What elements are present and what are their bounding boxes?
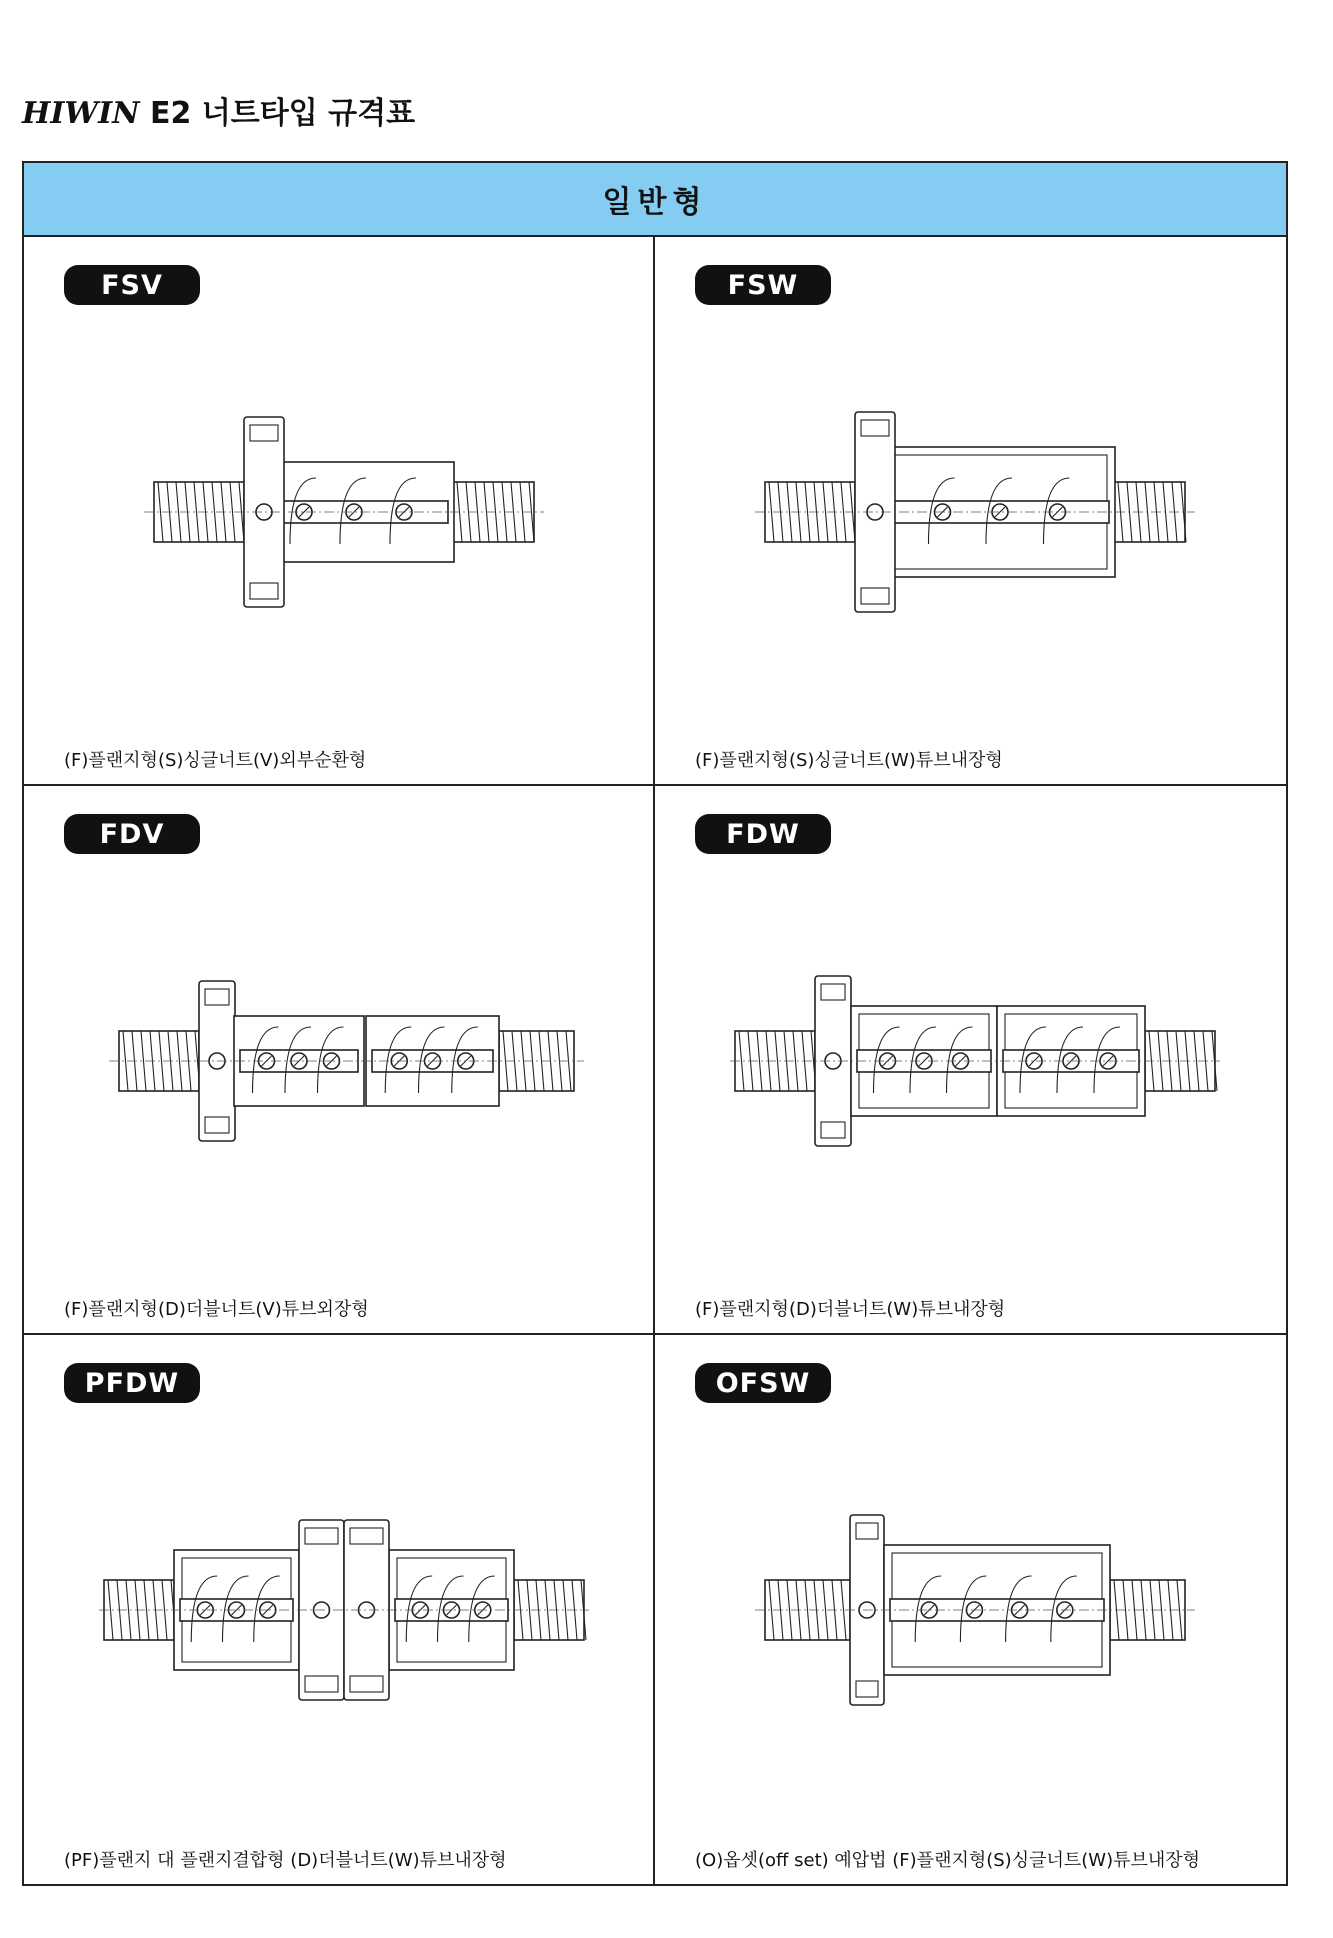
- model-caption: (F)플랜지형(S)싱글너트(W)튜브내장형: [695, 750, 1003, 771]
- table-grid: [24, 237, 1286, 1884]
- ballscrew-drawing-fdw: [725, 936, 1225, 1186]
- model-caption: (F)플랜지형(S)싱글너트(V)외부순환형: [64, 750, 367, 771]
- table-cell: [24, 237, 655, 786]
- model-code-badge: FSV: [64, 265, 200, 305]
- ballscrew-drawing-fsv: [94, 387, 594, 637]
- model-caption: (PF)플랜지 대 플랜지결합형 (D)더블너트(W)튜브내장형: [64, 1850, 507, 1871]
- table-cell: [655, 786, 1286, 1335]
- spec-table: [22, 161, 1288, 1886]
- table-header: 일반형: [24, 163, 1286, 237]
- page-title: [22, 88, 415, 132]
- model-code-badge: FDV: [64, 814, 200, 854]
- model-code-badge: PFDW: [64, 1363, 200, 1403]
- table-cell: [655, 1335, 1286, 1884]
- model-code-badge: OFSW: [695, 1363, 831, 1403]
- table-cell: [655, 237, 1286, 786]
- model-caption: (F)플랜지형(D)더블너트(W)튜브내장형: [695, 1299, 1006, 1320]
- ballscrew-drawing-ofsw: [725, 1485, 1225, 1735]
- ballscrew-drawing-pfdw: [94, 1485, 594, 1735]
- model-caption: (F)플랜지형(D)더블너트(V)튜브외장형: [64, 1299, 369, 1320]
- ballscrew-drawing-fdv: [94, 936, 594, 1186]
- brand-logo: HIWIN: [22, 96, 140, 131]
- model-caption: (O)옵셋(off set) 예압법 (F)플랜지형(S)싱글너트(W)튜브내장형: [695, 1850, 1201, 1871]
- ballscrew-drawing-fsw: [725, 387, 1225, 637]
- model-code-badge: FSW: [695, 265, 831, 305]
- table-cell: [24, 786, 655, 1335]
- model-code-badge: FDW: [695, 814, 831, 854]
- table-cell: [24, 1335, 655, 1884]
- page-title-text: E2 너트타입 규격표: [139, 96, 416, 131]
